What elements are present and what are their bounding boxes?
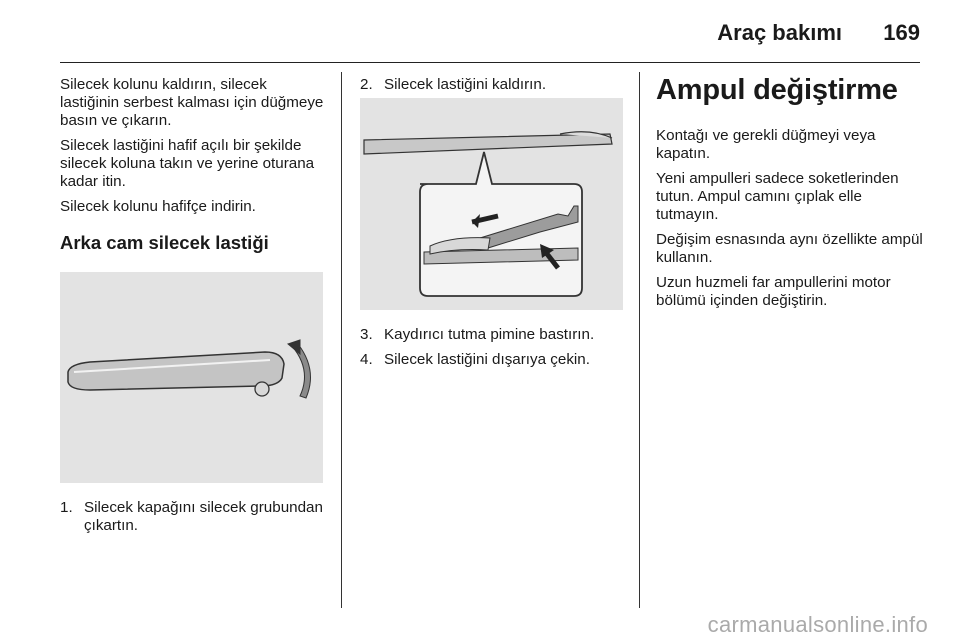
step-4: 4. Silecek lastiğini dışarıya çekin. [360, 351, 590, 368]
rear-wiper-figure [60, 272, 323, 483]
wiper-blade-illustration [360, 98, 623, 310]
rear-wiper-arm-illustration [60, 272, 323, 483]
column-1 [60, 76, 330, 542]
paragraph: Silecek kolunu kaldırın, silecek lastiğinin serbest kalması için düğmeye basın ve çıkarın. [60, 76, 324, 129]
page-header [60, 0, 920, 63]
wiper-blade-figure [360, 98, 623, 310]
column-2 [360, 76, 625, 376]
step-2: 2. Silecek lastiğini kaldırın. [360, 76, 547, 93]
step-1: 1. Silecek kapağını silecek grubundan çıkartın. [60, 499, 323, 534]
subheading: Arka cam silecek lastiği [60, 232, 269, 253]
paragraph: Uzun huzmeli far ampullerini motor bölümü içinden değiştirin. [656, 274, 891, 309]
page-number: 169 [883, 20, 920, 45]
paragraph: Değişim esnasında aynı özellikte ampül kullanın. [656, 231, 923, 266]
paragraph: Silecek lastiğini hafif açılı bir şekilde silecek koluna takın ve yerine oturana kadar itin. [60, 137, 315, 190]
column-divider [639, 72, 640, 608]
section-heading: Ampul değiştirme [656, 74, 898, 106]
step-3: 3. Kaydırıcı tutma pimine bastırın. [360, 326, 595, 343]
column-3 [656, 74, 926, 317]
paragraph: Silecek kolunu hafifçe indirin. [60, 198, 256, 215]
paragraph: Kontağı ve gerekli düğmeyi veya kapatın. [656, 127, 876, 162]
watermark: carmanualsonline.info [707, 612, 928, 637]
column-divider [341, 72, 342, 608]
paragraph: Yeni ampulleri sadece soketlerinden tutun. Ampul camını çıplak elle tutmayın. [656, 170, 899, 223]
section-title: Araç bakımı [717, 20, 842, 45]
